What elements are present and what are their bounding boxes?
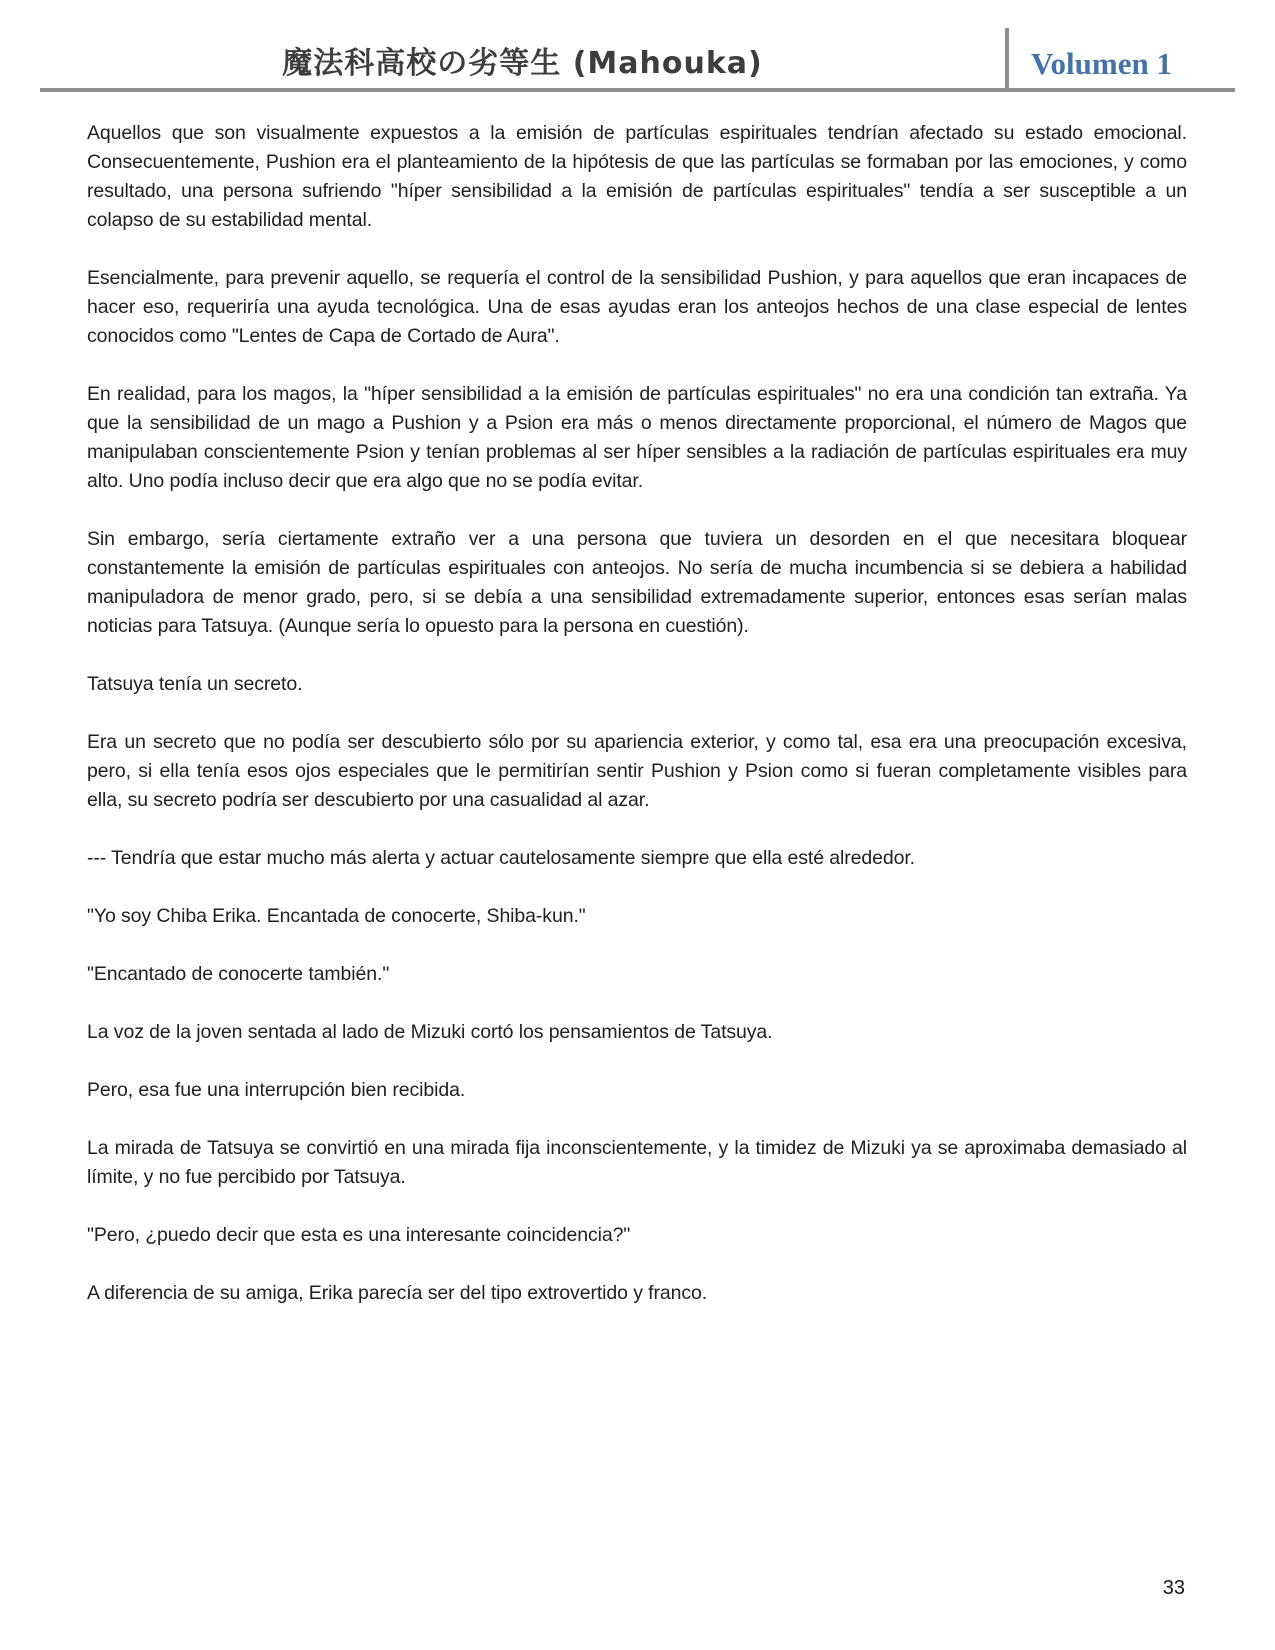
paragraph-14: A diferencia de su amiga, Erika parecía ser del tipo extrovertido y franco. xyxy=(87,1282,708,1304)
paragraph-4: Sin embargo, sería ciertamente extraño ver a una persona que tuviera un desorden en el que necesitara bloquear constantemente la emisión de partículas espirituales con anteojos. No sería de mucha incumbencia si se debiera a habilidad manipuladora de menor grado, pero, si se debía a una sensibilidad extremadamente superior, entonces esas serían malas noticias para Tatsuya. (Aunque sería lo opuesto para la persona en cuestión). xyxy=(87,528,1187,637)
page-header xyxy=(40,0,1235,92)
paragraph-13: "Pero, ¿puedo decir que esta es una interesante coincidencia?" xyxy=(87,1224,631,1246)
paragraph-8: "Yo soy Chiba Erika. Encantada de conocerte, Shiba-kun." xyxy=(87,905,586,927)
paragraph-2: Esencialmente, para prevenir aquello, se requería el control de la sensibilidad Pushion, y para aquellos que eran incapaces de hacer eso, requeriría una ayuda tecnológica. Una de esas ayudas eran los anteojos hechos de una clase especial de lentes conocidos como "Lentes de Capa de Cortado de Aura". xyxy=(87,267,1187,347)
volume-label: Volumen 1 xyxy=(1031,46,1172,81)
page-body xyxy=(87,119,1187,1308)
paragraph-6: Era un secreto que no podía ser descubierto sólo por su apariencia exterior, y como tal, esa era una preocupación excesiva, pero, si ella tenía esos ojos especiales que le permitirían sentir Pushion y Psion como si fueran completamente visibles para ella, su secreto podría ser descubierto por una casualidad al azar. xyxy=(87,731,1187,811)
paragraph-10: La voz de la joven sentada al lado de Mizuki cortó los pensamientos de Tatsuya. xyxy=(87,1021,773,1043)
paragraph-3: En realidad, para los magos, la "híper sensibilidad a la emisión de partículas espirituales" no era una condición tan extraña. Ya que la sensibilidad de un mago a Pushion y a Psion era más o menos directamente proporcional, el número de Magos que manipulaban conscientemente Psion y tenían problemas al ser híper sensibles a la radiación de partículas espirituales era muy alto. Uno podía incluso decir que era algo que no se podía evitar. xyxy=(87,383,1187,492)
paragraph-9: "Encantado de conocerte también." xyxy=(87,963,390,985)
paragraph-5: Tatsuya tenía un secreto. xyxy=(87,673,303,695)
paragraph-7: --- Tendría que estar mucho más alerta y actuar cautelosamente siempre que ella esté alrededor. xyxy=(87,847,916,869)
header-title-cell xyxy=(40,24,1005,88)
page-title: 魔法科高校の劣等生 (Mahouka) xyxy=(282,46,763,81)
paragraph-1: Aquellos que son visualmente expuestos a la emisión de partículas espirituales tendrían afectado su estado emocional. Consecuentemente, Pushion era el planteamiento de la hipótesis de que las partículas se formaban por las emociones, y como resultado, una persona sufriendo "híper sensibilidad a la emisión de partículas espirituales" tendía a ser susceptible a un colapso de su estabilidad mental. xyxy=(87,122,1187,231)
paragraph-11: Pero, esa fue una interrupción bien recibida. xyxy=(87,1079,466,1101)
page-number: 33 xyxy=(1162,1577,1185,1599)
paragraph-12: La mirada de Tatsuya se convirtió en una mirada fija inconscientemente, y la timidez de Mizuki ya se aproximaba demasiado al límite, y no fue percibido por Tatsuya. xyxy=(87,1137,1187,1188)
header-volume-cell xyxy=(1009,24,1235,88)
